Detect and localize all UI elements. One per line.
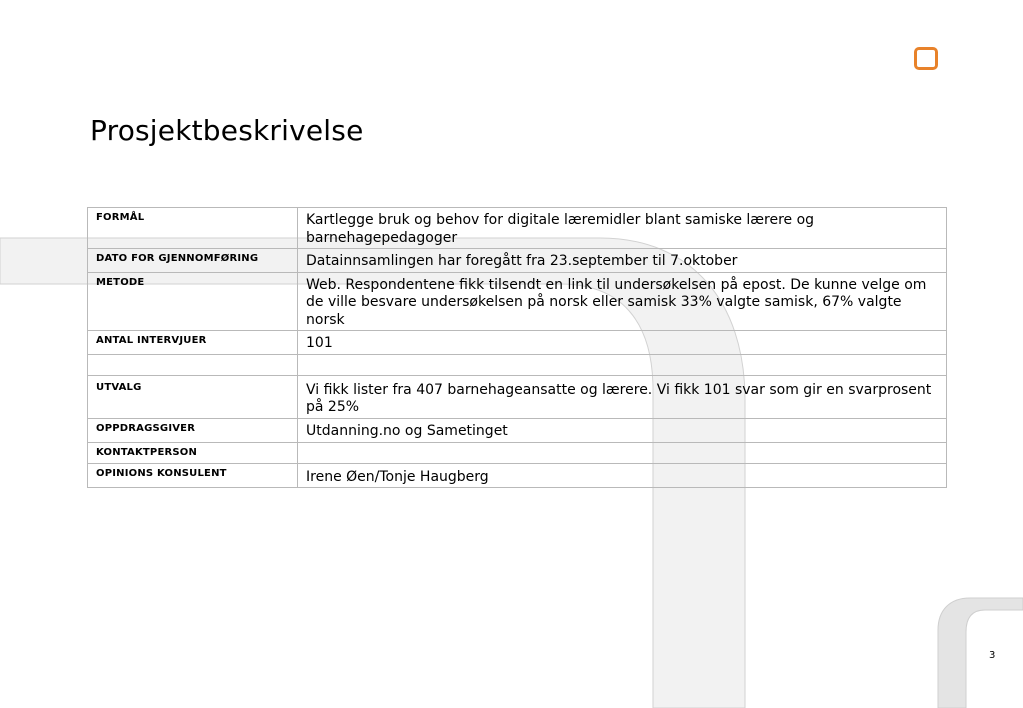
row-label: KONTAKTPERSON bbox=[88, 442, 298, 463]
table-row bbox=[88, 249, 947, 273]
table-row bbox=[88, 418, 947, 442]
row-value bbox=[298, 442, 947, 463]
row-label: OPPDRAGSGIVER bbox=[88, 418, 298, 442]
project-info-table bbox=[87, 207, 947, 488]
row-label: DATO FOR GJENNOMFØRING bbox=[88, 249, 298, 273]
row-label: OPINIONS KONSULENT bbox=[88, 463, 298, 488]
table-row bbox=[88, 442, 947, 463]
row-value: Utdanning.no og Sametinget bbox=[298, 418, 947, 442]
row-value: Datainnsamlingen har foregått fra 23.september til 7.oktober bbox=[298, 249, 947, 273]
table-row bbox=[88, 331, 947, 355]
corner-tab bbox=[938, 598, 1023, 708]
table-row bbox=[88, 463, 947, 488]
table-row bbox=[88, 208, 947, 249]
table-row bbox=[88, 375, 947, 418]
row-label: FORMÅL bbox=[88, 208, 298, 249]
row-label bbox=[88, 354, 298, 375]
row-label: ANTAL INTERVJUER bbox=[88, 331, 298, 355]
row-value: Vi fikk lister fra 407 barnehageansatte og lærere. Vi fikk 101 svar som gir en svarprosent på 25% bbox=[298, 375, 947, 418]
row-value: Web. Respondentene fikk tilsendt en link til undersøkelsen på epost. De kunne velge om de ville besvare undersøkelsen på norsk eller samisk 33% valgte samisk, 67% valgte norsk bbox=[298, 272, 947, 331]
row-value: 101 bbox=[298, 331, 947, 355]
table-row bbox=[88, 272, 947, 331]
row-label: METODE bbox=[88, 272, 298, 331]
logo-icon bbox=[914, 47, 938, 70]
row-value: Kartlegge bruk og behov for digitale læremidler blant samiske lærere og barnehagepedagoger bbox=[298, 208, 947, 249]
row-value: Irene Øen/Tonje Haugberg bbox=[298, 463, 947, 488]
row-label: UTVALG bbox=[88, 375, 298, 418]
table-row bbox=[88, 354, 947, 375]
row-value bbox=[298, 354, 947, 375]
page-title: Prosjektbeskrivelse bbox=[90, 114, 364, 147]
page-number: 3 bbox=[989, 650, 996, 661]
